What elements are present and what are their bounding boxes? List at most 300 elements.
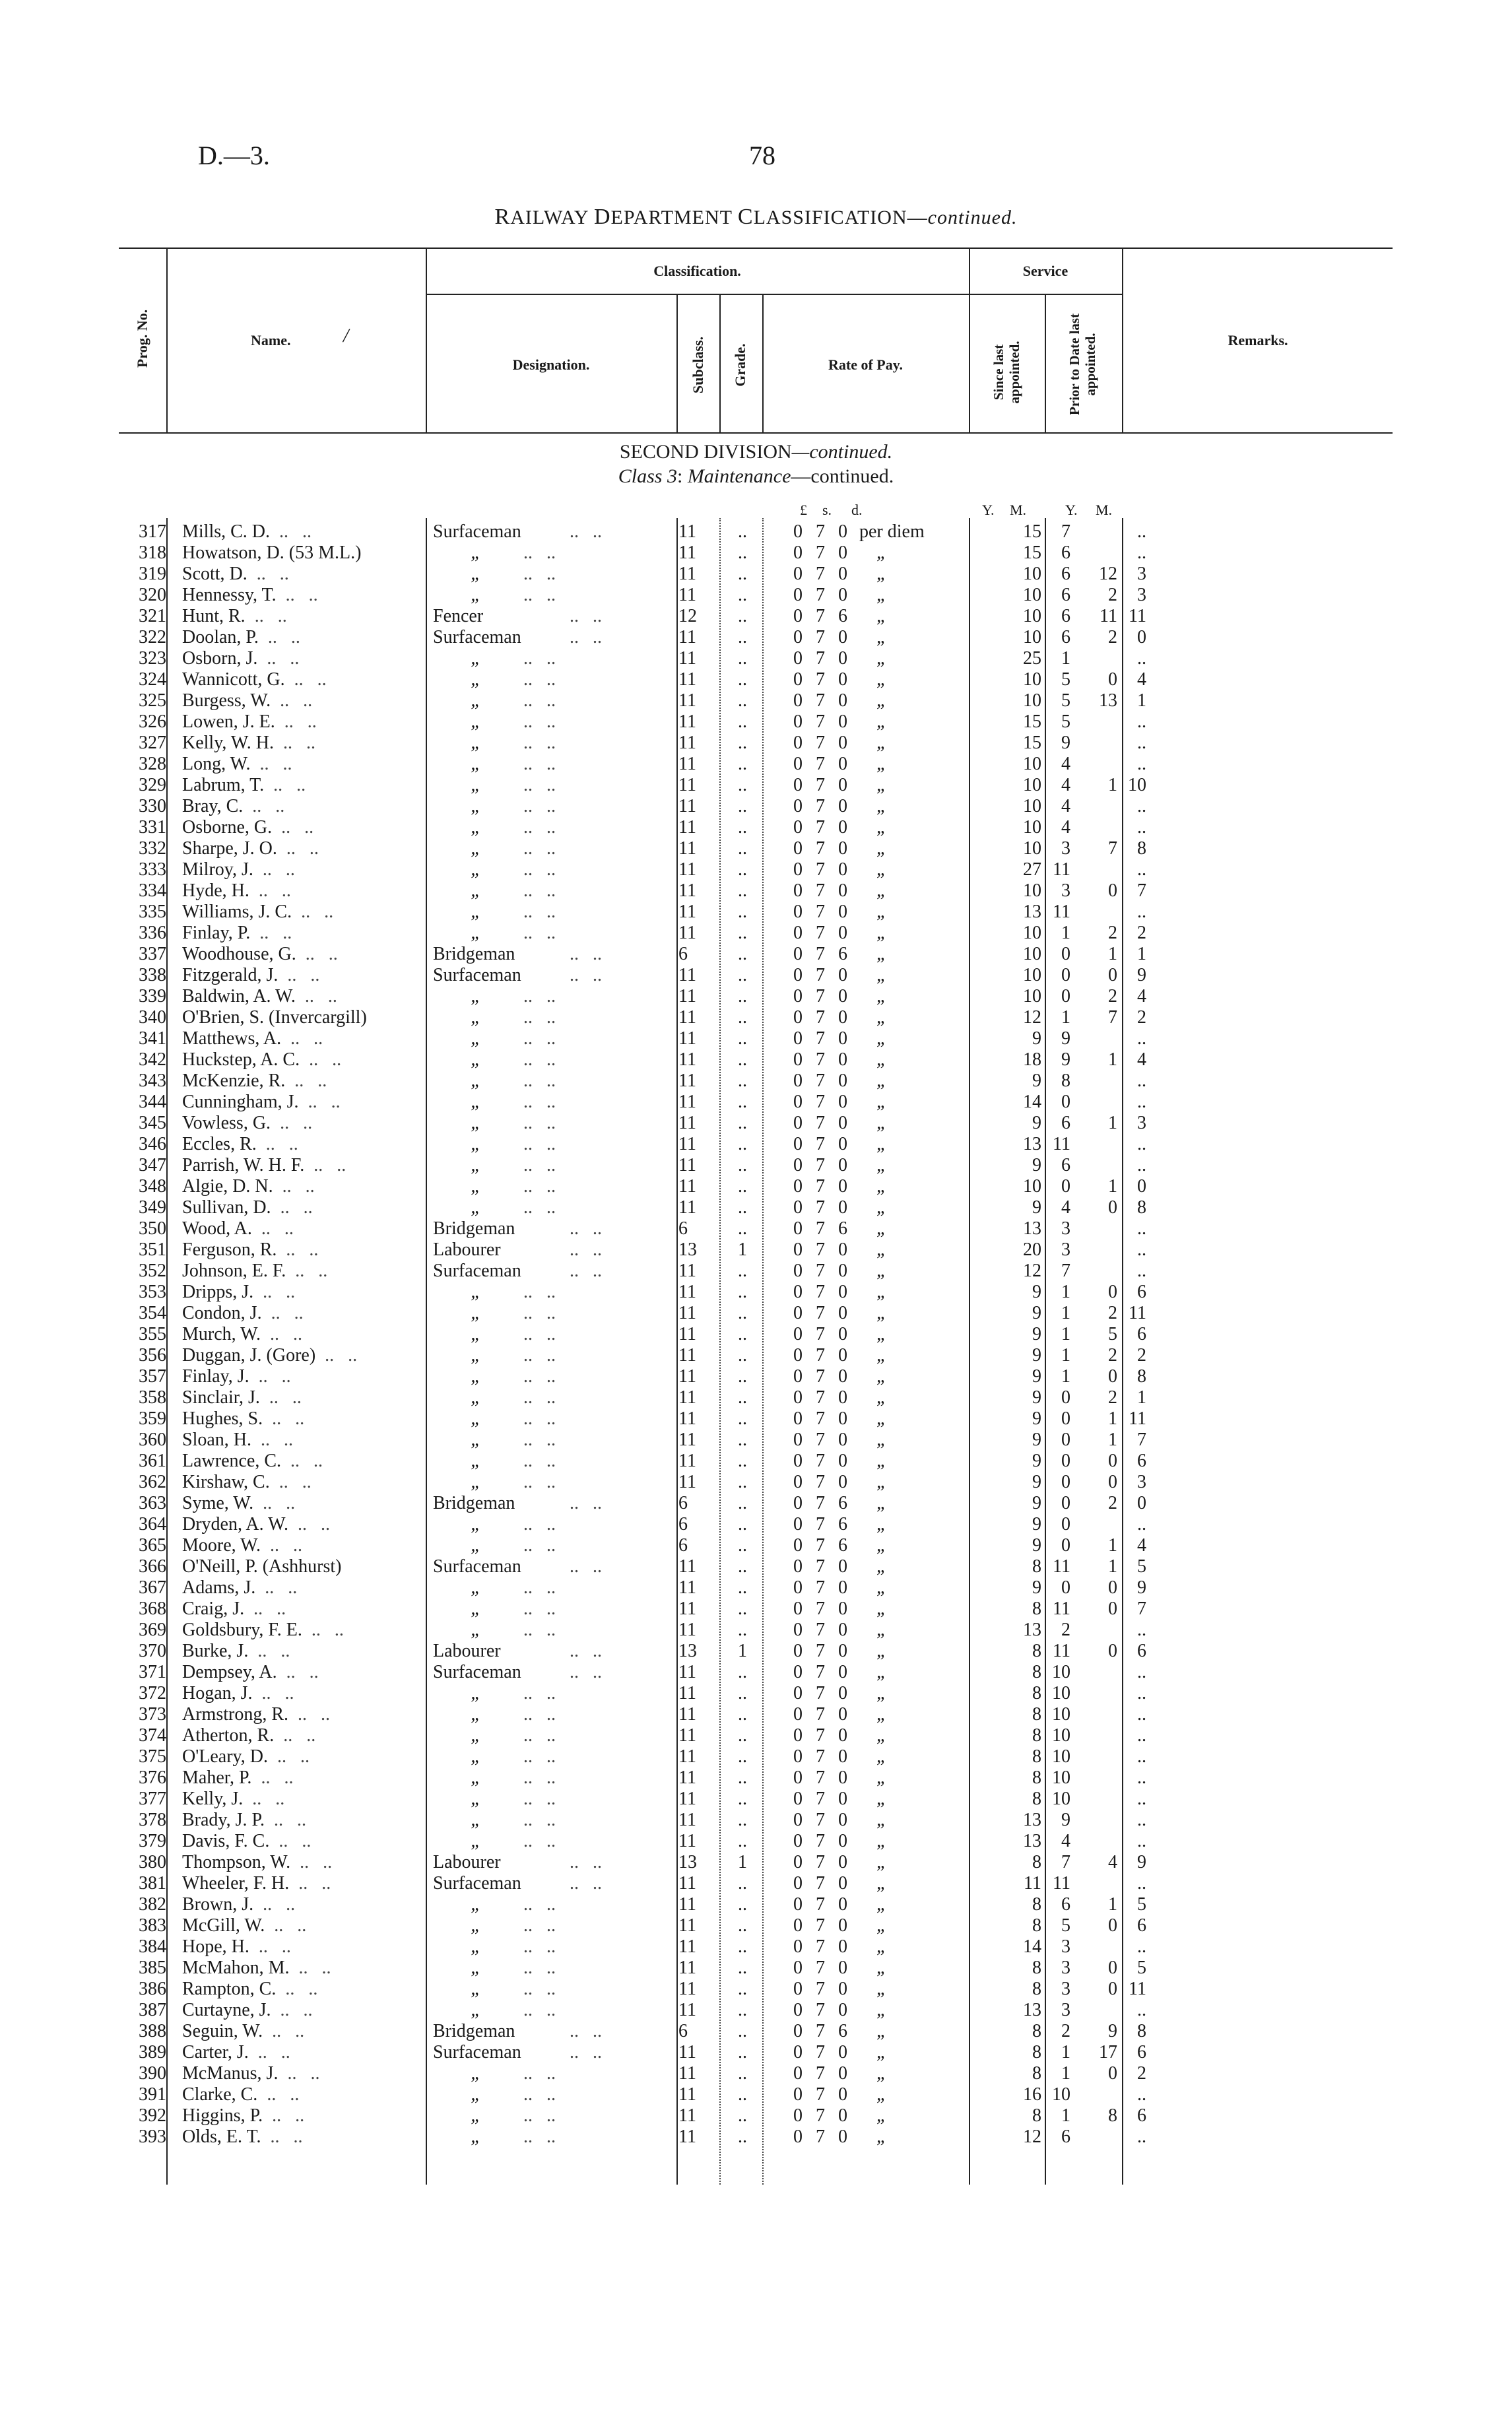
pay-pence: 0 — [838, 1958, 847, 1978]
employee-name — [173, 1007, 425, 1028]
service-since-last — [1004, 1218, 1078, 1239]
designation-text: „ — [471, 1789, 481, 1809]
grade: .. — [738, 1894, 747, 1915]
name-text: Huckstep, A. C. — [182, 1049, 300, 1070]
subclass: 11 — [678, 2063, 696, 2084]
leader-dots: .. .. — [519, 2063, 556, 2084]
table-row — [119, 775, 1156, 796]
designation-text: „ — [471, 1979, 481, 1999]
pay-unit: „ — [876, 1155, 887, 1175]
service-prior — [1078, 1641, 1156, 1662]
leader-dots: .. .. — [270, 521, 312, 542]
pay-unit: „ — [876, 1831, 887, 1851]
service-prior — [1078, 1387, 1156, 1408]
designation-text: Surfaceman — [433, 627, 521, 647]
name-text: Higgins, P. — [182, 2105, 263, 2126]
pay-pence: 0 — [838, 838, 847, 859]
rate-of-pay — [764, 1071, 1004, 1092]
designation-text: „ — [471, 923, 481, 943]
designation-text: Surfaceman — [433, 1261, 521, 1281]
table-row — [119, 1514, 1156, 1535]
leader-dots: .. .. — [519, 1767, 556, 1788]
prior-months: 4 — [1137, 986, 1146, 1006]
leader-dots: .. .. — [519, 1113, 556, 1133]
table-row — [119, 923, 1156, 944]
since-years: 8 — [1032, 1662, 1041, 1682]
leader-dots: .. .. — [519, 1049, 556, 1070]
employee-name — [173, 1599, 425, 1620]
since-months: 9 — [1061, 733, 1070, 753]
prior-months: 8 — [1137, 838, 1146, 859]
subclass: 11 — [678, 1366, 696, 1387]
table-row — [119, 1936, 1156, 1958]
table-row — [119, 902, 1156, 923]
staff-table-body — [119, 521, 1156, 2148]
division-heading: SECOND DIVISION—continued. — [619, 441, 893, 463]
pay-unit: „ — [876, 1683, 887, 1703]
leader-dots: .. .. — [300, 1049, 342, 1070]
rate-of-pay — [764, 817, 1004, 838]
leader-dots: .. .. — [519, 1979, 556, 1999]
prior-months: .. — [1137, 1746, 1146, 1767]
pay-amount — [787, 838, 887, 859]
leader-dots: .. .. — [253, 1894, 296, 1915]
prog-no: 342 — [139, 1049, 166, 1070]
designation-text: „ — [471, 902, 481, 922]
designation-text: „ — [471, 1134, 481, 1154]
service-since-last — [1004, 944, 1078, 965]
prior-years: 7 — [1108, 1007, 1117, 1028]
employee-name — [173, 944, 425, 965]
designation-text: „ — [471, 669, 481, 690]
prior-months: .. — [1137, 1261, 1146, 1281]
pay-shillings: 7 — [816, 902, 825, 922]
subclass: 11 — [678, 1197, 696, 1218]
pay-pence: 0 — [838, 1894, 847, 1915]
prior-months: .. — [1137, 733, 1146, 753]
leader-dots: .. .. — [565, 2021, 602, 2041]
rate-of-pay — [764, 1789, 1004, 1810]
name-text: Hyde, H. — [182, 880, 249, 901]
designation — [425, 838, 674, 859]
grade: .. — [738, 880, 747, 901]
designation-text: „ — [471, 711, 481, 732]
prior-months: .. — [1137, 1810, 1146, 1830]
pay-pence: 0 — [838, 1324, 847, 1344]
service-since-last — [1004, 2000, 1078, 2021]
prior-months: 7 — [1137, 880, 1146, 901]
since-years: 9 — [1032, 1071, 1041, 1091]
pay-pounds: 0 — [793, 1958, 803, 1978]
employee-name — [173, 1218, 425, 1239]
employee-name — [173, 1535, 425, 1556]
designation-text: „ — [471, 1958, 481, 1978]
employee-name — [173, 1239, 425, 1261]
pay-shillings: 7 — [816, 1620, 825, 1640]
leader-dots: .. .. — [519, 817, 556, 838]
pay-shillings: 7 — [816, 1662, 825, 1682]
prior-months: 6 — [1137, 2105, 1146, 2126]
rate-of-pay — [764, 1218, 1004, 1239]
since-months: 0 — [1061, 1514, 1070, 1534]
employee-name — [173, 1430, 425, 1451]
service-prior — [1078, 1493, 1156, 1514]
designation-text: „ — [471, 1324, 481, 1344]
pay-pounds: 0 — [793, 880, 803, 901]
pay-shillings: 7 — [816, 669, 825, 690]
rate-of-pay — [764, 1092, 1004, 1113]
prog-no: 383 — [139, 1915, 166, 1936]
name-text: Syme, W. — [182, 1493, 254, 1513]
service-prior — [1078, 1789, 1156, 1810]
pay-shillings: 7 — [816, 1092, 825, 1112]
leader-dots: .. .. — [519, 1134, 556, 1154]
leader-dots: .. .. — [519, 1303, 556, 1323]
since-months: 1 — [1061, 1007, 1070, 1028]
pay-amount — [787, 1810, 887, 1831]
pay-pounds: 0 — [793, 1746, 803, 1767]
leader-dots: .. .. — [243, 796, 285, 816]
pay-shillings: 7 — [816, 1683, 825, 1703]
header-vline-sub — [719, 294, 721, 432]
designation — [425, 2084, 674, 2105]
since-years: 13 — [1023, 1810, 1041, 1830]
name-text: Sloan, H. — [182, 1430, 251, 1450]
name-text: Osborn, J. — [182, 648, 258, 669]
service-since-last — [1004, 902, 1078, 923]
employee-name — [173, 1746, 425, 1767]
grade: .. — [738, 2000, 747, 2020]
service-since-last — [1004, 2127, 1078, 2148]
name-text: Kelly, W. H. — [182, 733, 274, 753]
grade: .. — [738, 1049, 747, 1070]
pay-unit: „ — [876, 2063, 887, 2084]
pay-pounds: 0 — [793, 669, 803, 690]
since-years: 15 — [1023, 521, 1041, 542]
pay-unit: „ — [876, 1852, 887, 1872]
service-since-last — [1004, 1662, 1078, 1683]
subclass: 11 — [678, 1430, 696, 1450]
rate-of-pay — [764, 2105, 1004, 2127]
rate-of-pay — [764, 1641, 1004, 1662]
since-years: 9 — [1032, 1324, 1041, 1344]
name-text: Carter, J. — [182, 2042, 249, 2062]
grade: .. — [738, 1218, 747, 1239]
service-since-last — [1004, 1239, 1078, 1261]
pay-shillings: 7 — [816, 1134, 825, 1154]
since-months: 4 — [1061, 1197, 1070, 1218]
pay-unit: „ — [876, 2021, 887, 2041]
pay-pounds: 0 — [793, 543, 803, 563]
employee-name — [173, 1028, 425, 1049]
name-text: Moore, W. — [182, 1535, 261, 1556]
pay-pence: 0 — [838, 1282, 847, 1302]
grade: .. — [738, 1387, 747, 1408]
pay-unit: „ — [876, 1725, 887, 1746]
pay-amount — [787, 1936, 887, 1958]
service-since-last — [1004, 1028, 1078, 1049]
service-prior — [1078, 1873, 1156, 1894]
pay-pounds: 0 — [793, 1683, 803, 1703]
service-since-last — [1004, 859, 1078, 880]
since-years: 11 — [1024, 1873, 1041, 1894]
since-months: 3 — [1061, 1979, 1070, 1999]
pay-pence: 0 — [838, 1641, 847, 1661]
name-text: Condon, J. — [182, 1303, 262, 1323]
prog-no: 375 — [139, 1746, 166, 1767]
name-text: Cunningham, J. — [182, 1092, 299, 1112]
prog-no: 358 — [139, 1387, 166, 1408]
leader-dots: .. .. — [519, 775, 556, 795]
pay-pounds: 0 — [793, 902, 803, 922]
leader-dots: .. .. — [261, 2127, 303, 2147]
page-title: RAILWAY DEPARTMENT CLASSIFICATION—continued. — [494, 205, 1018, 229]
designation-text: „ — [471, 1430, 481, 1450]
pay-pence: 0 — [838, 1620, 847, 1640]
table-row — [119, 1958, 1156, 1979]
prog-no: 351 — [139, 1239, 166, 1260]
service-prior — [1078, 880, 1156, 902]
leader-dots: .. .. — [273, 733, 315, 753]
pay-unit: „ — [876, 1134, 887, 1154]
subclass: 11 — [678, 838, 696, 859]
grade: .. — [738, 754, 747, 774]
designation — [425, 1936, 674, 1958]
subclass: 11 — [678, 2084, 696, 2105]
prior-months: .. — [1137, 711, 1146, 732]
rate-of-pay — [764, 1239, 1004, 1261]
leader-dots: .. .. — [519, 754, 556, 774]
pay-pounds: 0 — [793, 1007, 803, 1028]
pay-pence: 0 — [838, 1049, 847, 1070]
service-prior — [1078, 2021, 1156, 2042]
header-since-last: Since last appointed. — [991, 341, 1022, 404]
grade: .. — [738, 1408, 747, 1429]
designation — [425, 585, 674, 606]
pay-pence: 0 — [838, 1071, 847, 1091]
prog-no: 338 — [139, 965, 166, 985]
designation-text: „ — [471, 775, 481, 795]
pay-amount — [787, 1535, 887, 1556]
prog-no: 332 — [139, 838, 166, 859]
rate-of-pay — [764, 754, 1004, 775]
designation — [425, 1725, 674, 1746]
since-months: 1 — [1061, 2063, 1070, 2084]
pay-pounds: 0 — [793, 2000, 803, 2020]
designation — [425, 1239, 674, 1261]
subclass: 11 — [678, 880, 696, 901]
pay-unit: „ — [876, 2000, 887, 2020]
subclass: 13 — [678, 1641, 697, 1661]
grade: .. — [738, 1324, 747, 1344]
subclass: 11 — [678, 1831, 696, 1851]
pay-shillings: 7 — [816, 1873, 825, 1894]
leader-dots: .. .. — [259, 1387, 302, 1408]
pay-shillings: 7 — [816, 1556, 825, 1577]
pay-shillings: 7 — [816, 690, 825, 711]
prior-months: .. — [1137, 754, 1146, 774]
service-since-last — [1004, 1472, 1078, 1493]
rate-of-pay — [764, 1662, 1004, 1683]
table-row — [119, 543, 1156, 564]
leader-dots: .. .. — [243, 1789, 285, 1809]
pay-amount — [787, 1577, 887, 1599]
grade: .. — [738, 1662, 747, 1682]
pay-pence: 6 — [838, 1535, 847, 1556]
designation — [425, 1683, 674, 1704]
table-row — [119, 2127, 1156, 2148]
employee-name — [173, 775, 425, 796]
employee-name — [173, 1324, 425, 1345]
prior-months: 1 — [1137, 944, 1146, 964]
pay-amount — [787, 1979, 887, 2000]
pay-shillings: 7 — [816, 1197, 825, 1218]
pay-shillings: 7 — [816, 1852, 825, 1872]
subclass: 11 — [678, 1577, 696, 1598]
table-row — [119, 1303, 1156, 1324]
prior-months: 0 — [1137, 1176, 1146, 1197]
leader-dots: .. .. — [273, 1176, 315, 1197]
grade: .. — [738, 1493, 747, 1513]
service-since-last — [1004, 1894, 1078, 1915]
service-prior — [1078, 1767, 1156, 1789]
designation — [425, 1430, 674, 1451]
service-prior — [1078, 606, 1156, 627]
pay-unit: „ — [876, 1387, 887, 1408]
table-row — [119, 1113, 1156, 1134]
employee-name — [173, 1915, 425, 1936]
header-rate-of-pay: Rate of Pay. — [828, 356, 904, 373]
pay-pounds: 0 — [793, 2063, 803, 2084]
rate-of-pay — [764, 1007, 1004, 1028]
pay-shillings: 7 — [816, 1514, 825, 1534]
pay-shillings: 7 — [816, 627, 825, 647]
pay-pounds: 0 — [793, 1113, 803, 1133]
leader-dots: .. .. — [519, 1408, 556, 1429]
subclass: 11 — [678, 986, 696, 1006]
employee-name — [173, 923, 425, 944]
employee-name — [173, 1873, 425, 1894]
since-years: 8 — [1032, 1556, 1041, 1577]
leader-dots: .. .. — [292, 902, 334, 922]
service-since-last — [1004, 1408, 1078, 1430]
prog-no: 340 — [139, 1007, 166, 1028]
pay-pounds: 0 — [793, 2042, 803, 2062]
since-years: 9 — [1032, 1366, 1041, 1387]
leader-dots: .. .. — [565, 1218, 602, 1239]
leader-dots: .. .. — [519, 1366, 556, 1387]
service-prior — [1078, 564, 1156, 585]
since-years: 12 — [1023, 1007, 1041, 1028]
since-months: 8 — [1061, 1071, 1070, 1091]
designation-text: Labourer — [433, 1641, 501, 1661]
pay-amount — [787, 1493, 887, 1514]
pay-shillings: 7 — [816, 986, 825, 1006]
designation — [425, 1852, 674, 1873]
pay-amount — [787, 1704, 887, 1725]
service-prior — [1078, 2000, 1156, 2021]
table-row — [119, 1451, 1156, 1472]
designation — [425, 1366, 674, 1387]
prog-no: 369 — [139, 1620, 166, 1640]
service-since-last — [1004, 1514, 1078, 1535]
prior-years: 1 — [1108, 1894, 1117, 1915]
leader-dots: .. .. — [251, 1767, 294, 1788]
grade: .. — [738, 838, 747, 859]
prior-months: .. — [1137, 902, 1146, 922]
table-row — [119, 1577, 1156, 1599]
grade: .. — [738, 1451, 747, 1471]
pay-amount — [787, 585, 887, 606]
prog-no: 327 — [139, 733, 166, 753]
designation — [425, 1599, 674, 1620]
leader-dots: .. .. — [519, 2084, 556, 2105]
designation — [425, 2021, 674, 2042]
prog-no: 323 — [139, 648, 166, 669]
service-since-last — [1004, 1493, 1078, 1514]
leader-dots: .. .. — [289, 1873, 331, 1894]
leader-dots: .. .. — [249, 880, 291, 901]
service-since-last — [1004, 1641, 1078, 1662]
pay-pence: 0 — [838, 1007, 847, 1028]
grade: .. — [738, 690, 747, 711]
designation — [425, 1746, 674, 1767]
pay-pounds: 0 — [793, 1535, 803, 1556]
prior-months: 8 — [1137, 1366, 1146, 1387]
since-months: 9 — [1061, 1810, 1070, 1830]
service-prior — [1078, 1577, 1156, 1599]
table-row — [119, 1345, 1156, 1366]
prior-years: 11 — [1100, 606, 1117, 626]
designation — [425, 1197, 674, 1218]
designation — [425, 1451, 674, 1472]
since-months: 2 — [1061, 1620, 1070, 1640]
subclass: 11 — [678, 1979, 696, 1999]
pay-shillings: 7 — [816, 1894, 825, 1915]
designation — [425, 1894, 674, 1915]
pay-amount — [787, 606, 887, 627]
leader-dots: .. .. — [261, 1535, 302, 1556]
prior-months: .. — [1137, 648, 1146, 669]
leader-dots: .. .. — [519, 1535, 556, 1556]
designation-text: Labourer — [433, 1239, 501, 1260]
prog-no: 386 — [139, 1979, 166, 1999]
service-prior — [1078, 1936, 1156, 1958]
service-since-last — [1004, 1789, 1078, 1810]
table-row — [119, 1641, 1156, 1662]
leader-dots: .. .. — [269, 1472, 312, 1492]
pay-shillings: 7 — [816, 796, 825, 816]
table-row — [119, 648, 1156, 669]
service-prior — [1078, 669, 1156, 690]
leader-dots: .. .. — [519, 648, 556, 669]
since-years: 8 — [1032, 1958, 1041, 1978]
pay-pence: 0 — [838, 2000, 847, 2020]
since-months: 9 — [1061, 1028, 1070, 1049]
leader-dots: .. .. — [269, 1831, 312, 1851]
subclass: 11 — [678, 648, 696, 669]
pay-amount — [787, 2042, 887, 2063]
pay-shillings: 7 — [816, 1451, 825, 1471]
since-years: 14 — [1023, 1092, 1041, 1112]
pay-amount — [787, 1092, 887, 1113]
since-months: 5 — [1061, 669, 1070, 690]
pay-shillings: 7 — [816, 521, 825, 542]
since-years: 15 — [1023, 543, 1041, 563]
employee-name — [173, 1282, 425, 1303]
since-years: 9 — [1032, 1535, 1041, 1556]
pay-amount — [787, 2084, 887, 2105]
